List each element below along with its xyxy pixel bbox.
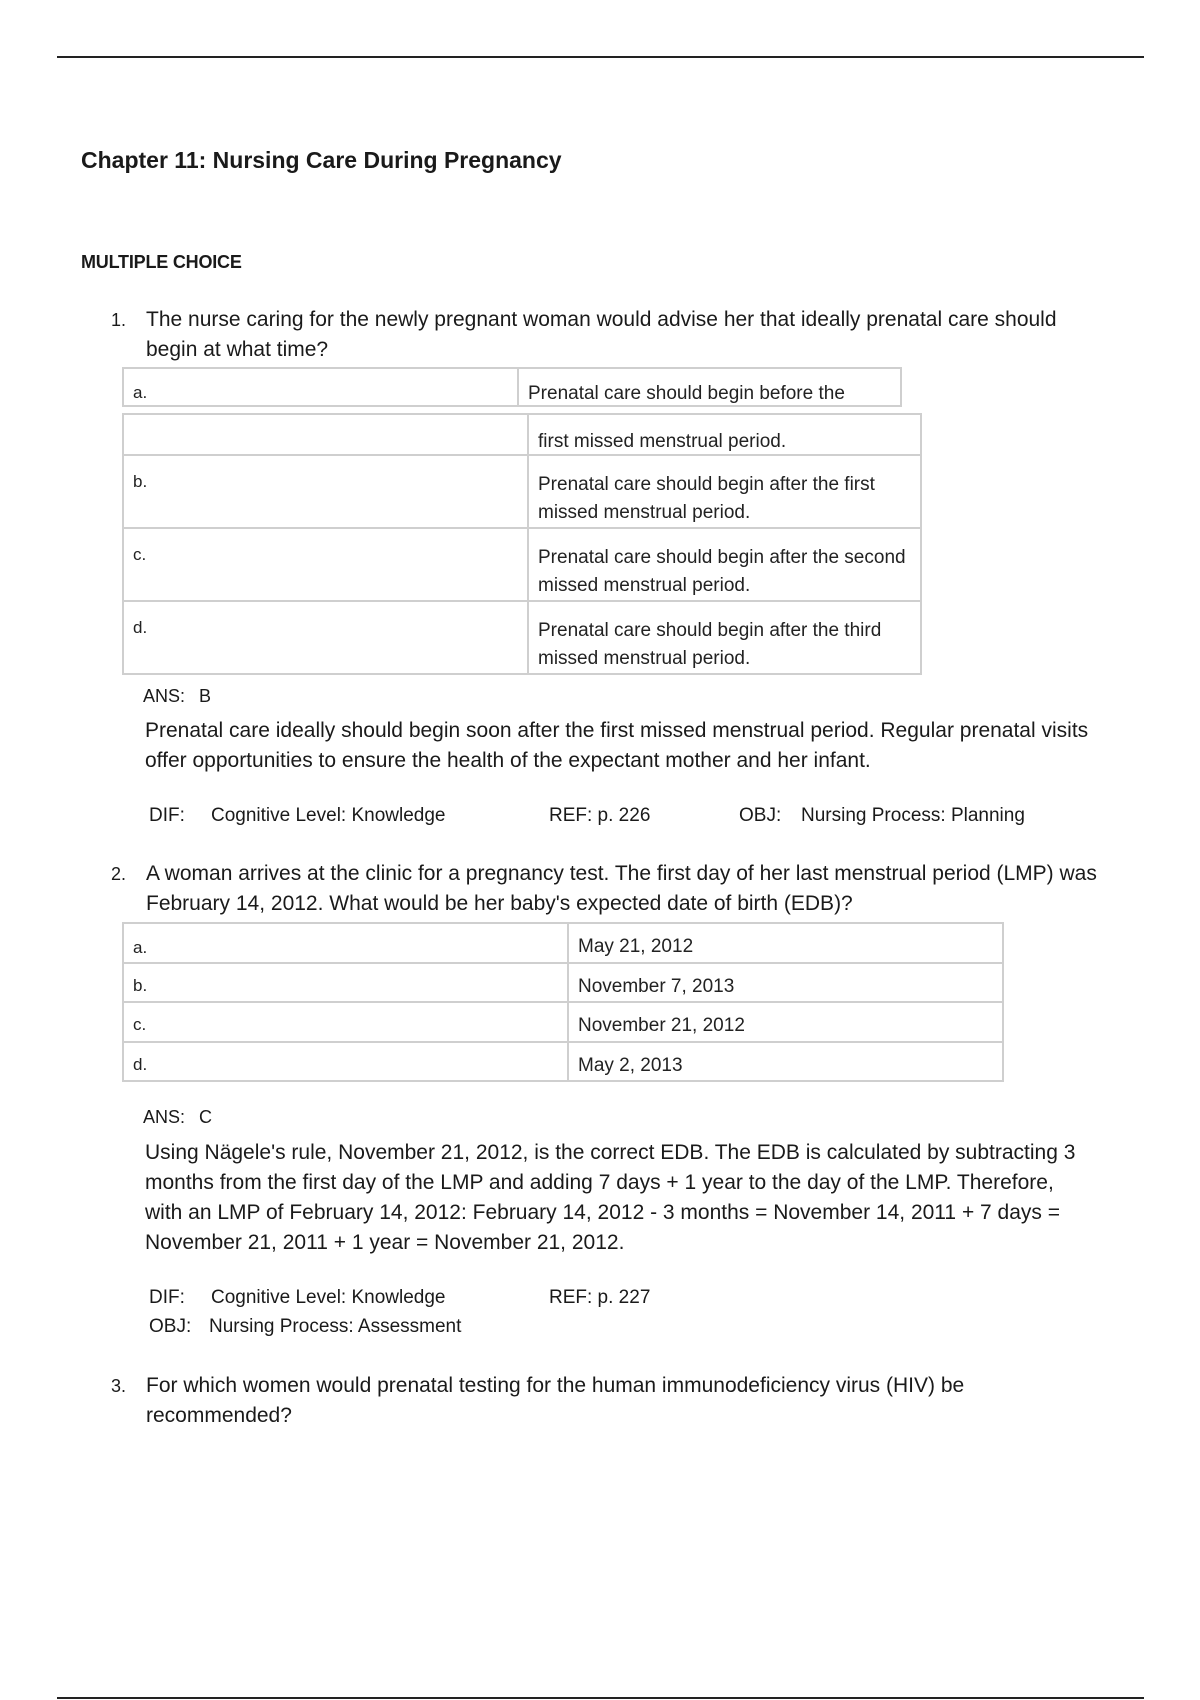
obj-q1 (739, 805, 1025, 827)
bottom-rule (57, 1697, 1144, 1699)
options-table-q1-split (122, 367, 902, 407)
question-stem: The nurse caring for the newly pregnant woman would advise her that ideally prenatal care should begin at what time? (146, 308, 1057, 361)
dif-value: Cognitive Level: Knowledge (211, 1287, 446, 1308)
obj-label: OBJ: (149, 1316, 192, 1337)
question-number: 2. (111, 864, 127, 884)
option-text: May 2, 2013 (568, 1042, 1003, 1081)
option-text: Prenatal care should begin after the second missed menstrual period. (528, 528, 921, 601)
option-text: November 21, 2012 (568, 1002, 1003, 1042)
dif-label: DIF: (149, 805, 185, 826)
option-text: first missed menstrual period. (528, 414, 921, 455)
option-row-c[interactable] (123, 1002, 1003, 1042)
option-row-a[interactable] (123, 923, 1003, 963)
option-row-b[interactable] (123, 455, 921, 528)
option-letter: d. (123, 1042, 568, 1081)
option-letter: b. (123, 963, 568, 1002)
obj-q2 (149, 1316, 461, 1338)
answer-label: ANS: (143, 686, 186, 706)
dif-q1 (149, 805, 446, 827)
answer-line-q2 (143, 1107, 212, 1128)
dif-q2 (149, 1287, 446, 1309)
option-letter: c. (123, 1002, 568, 1042)
option-letter: a. (123, 923, 568, 963)
rationale-q1: Prenatal care ideally should begin soon after the first missed menstrual period. Regular prenatal visits offer opportunities to ensure the health of the expectant mother and her infant. (145, 719, 1089, 772)
question-number: 1. (111, 310, 127, 330)
option-text: November 7, 2013 (568, 963, 1003, 1002)
answer-label: ANS: (143, 1107, 186, 1127)
question-stem: For which women would prenatal testing for the human immunodeficiency virus (HIV) be recommended? (146, 1374, 965, 1427)
option-row-d[interactable] (123, 1042, 1003, 1081)
obj-label: OBJ: (739, 805, 782, 826)
option-letter: b. (123, 455, 528, 528)
answer-line-q1 (143, 686, 211, 707)
option-text: Prenatal care should begin after the first missed menstrual period. (528, 455, 921, 528)
ref-q1: REF: p. 226 (549, 805, 651, 826)
chapter-title: Chapter 11: Nursing Care During Pregnancy (81, 147, 562, 173)
answer-value: B (199, 686, 212, 706)
option-letter: d. (123, 601, 528, 674)
dif-value: Cognitive Level: Knowledge (211, 805, 446, 826)
option-row-a-continued[interactable] (123, 414, 921, 455)
option-letter: c. (123, 528, 528, 601)
options-table-q2 (122, 922, 1004, 1082)
section-heading: MULTIPLE CHOICE (81, 252, 242, 272)
ref-q2: REF: p. 227 (549, 1287, 651, 1308)
option-text: Prenatal care should begin after the third missed menstrual period. (528, 601, 921, 674)
option-text: May 21, 2012 (568, 923, 1003, 963)
question-stem: A woman arrives at the clinic for a pregnancy test. The first day of her last menstrual period (LMP) was February 14, 2012. What would be her baby's expected date of birth (EDB)? (146, 862, 1097, 915)
option-text: Prenatal care should begin before the (518, 368, 901, 406)
obj-value: Nursing Process: Planning (801, 805, 1025, 826)
option-letter: a. (123, 368, 518, 406)
question-number: 3. (111, 1376, 127, 1396)
obj-value: Nursing Process: Assessment (209, 1316, 462, 1337)
options-table-q1 (122, 413, 922, 675)
option-row-c[interactable] (123, 528, 921, 601)
rationale-q2: Using Nägele's rule, November 21, 2012, is the correct EDB. The EDB is calculated by subtracting 3 months from the first day of the LMP and adding 7 days + 1 year to the day of the LMP. Therefore, with an LMP of February 14, 2012: February 14, 2012 - 3 months = November 14, 2011 + 7 days = November 21, 2011 + 1 year = November 21, 2012. (145, 1141, 1076, 1254)
answer-value: C (199, 1107, 212, 1127)
option-row-a[interactable] (123, 368, 901, 406)
dif-label: DIF: (149, 1287, 185, 1308)
option-row-b[interactable] (123, 963, 1003, 1002)
option-row-d[interactable] (123, 601, 921, 674)
top-rule (57, 56, 1144, 58)
